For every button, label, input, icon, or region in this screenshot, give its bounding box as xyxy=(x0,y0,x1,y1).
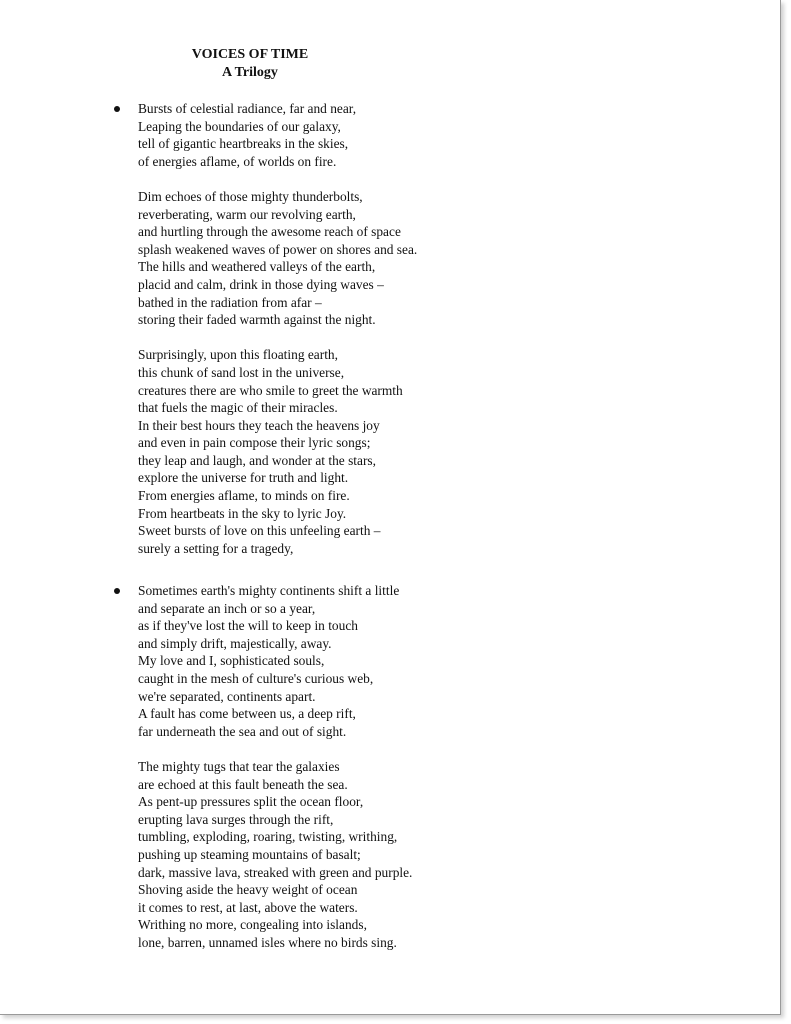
poem-line: splash weakened waves of power on shores and sea. xyxy=(138,241,418,257)
poem-title: VOICES OF TIME xyxy=(191,47,309,62)
poem-line: we're separated, continents apart. xyxy=(138,688,316,704)
poem-subtitle: A Trilogy xyxy=(222,65,278,80)
poem-line: From heartbeats in the sky to lyric Joy. xyxy=(138,505,347,521)
poem-line: far underneath the sea and out of sight. xyxy=(138,723,347,739)
poem-line: Writhing no more, congealing into islands, xyxy=(138,917,367,933)
poem-line: caught in the mesh of culture's curious web, xyxy=(138,670,374,686)
poem-line: Dim echoes of those mighty thunderbolts, xyxy=(138,188,363,204)
poem-line: Surprisingly, upon this floating earth, xyxy=(138,347,338,363)
poem-line: and even in pain compose their lyric songs; xyxy=(138,435,371,451)
title-block xyxy=(150,46,350,82)
poem-section-2 xyxy=(138,582,698,951)
poem-line: Shoving aside the heavy weight of ocean xyxy=(138,882,358,898)
poem-line: From energies aflame, to minds on fire. xyxy=(138,488,350,504)
poem-line: surely a setting for a tragedy, xyxy=(138,540,294,556)
poem-line: erupting lava surges through the rift, xyxy=(138,811,334,827)
poem-line: My love and I, sophisticated souls, xyxy=(138,653,325,669)
poem-line: creatures there are who smile to greet the warmth xyxy=(138,382,403,398)
poem-line: bathed in the radiation from afar – xyxy=(138,294,322,310)
stanza xyxy=(138,346,698,557)
poem-line: tell of gigantic heartbreaks in the skies, xyxy=(138,136,349,152)
poem-line: pushing up steaming mountains of basalt; xyxy=(138,846,361,862)
poem-line: and simply drift, majestically, away. xyxy=(138,635,332,651)
poem-line: tumbling, exploding, roaring, twisting, writhing, xyxy=(138,829,398,845)
poem-line: they leap and laugh, and wonder at the stars, xyxy=(138,452,376,468)
poem-line: placid and calm, drink in those dying waves – xyxy=(138,276,384,292)
poem-line: this chunk of sand lost in the universe, xyxy=(138,364,345,380)
poem-line: reverberating, warm our revolving earth, xyxy=(138,206,356,222)
poem-line: Sweet bursts of love on this unfeeling earth – xyxy=(138,523,381,539)
bullet-icon xyxy=(114,588,120,594)
stanza xyxy=(138,188,698,329)
poem-line: In their best hours they teach the heavens joy xyxy=(138,417,380,433)
stanza xyxy=(138,582,698,740)
poem-line: that fuels the magic of their miracles. xyxy=(138,400,338,416)
poem-line: as if they've lost the will to keep in touch xyxy=(138,618,358,634)
poem-line: The mighty tugs that tear the galaxies xyxy=(138,758,340,774)
poem-line: and separate an inch or so a year, xyxy=(138,600,316,616)
poem-line: A fault has come between us, a deep rift, xyxy=(138,706,356,722)
stanza xyxy=(138,758,698,952)
poem-line: are echoed at this fault beneath the sea. xyxy=(138,776,348,792)
poem-section-1 xyxy=(138,100,698,557)
poem-line: storing their faded warmth against the night. xyxy=(138,312,376,328)
poem-line: Sometimes earth's mighty continents shift a little xyxy=(138,583,400,598)
poem-line: and hurtling through the awesome reach of space xyxy=(138,224,401,240)
poem-line: As pent-up pressures split the ocean floor, xyxy=(138,794,364,810)
poem-line: dark, massive lava, streaked with green and purple. xyxy=(138,864,413,880)
poem-line: of energies aflame, of worlds on fire. xyxy=(138,153,337,169)
poem-line: The hills and weathered valleys of the earth, xyxy=(138,259,376,275)
poem-line: Leaping the boundaries of our galaxy, xyxy=(138,118,341,134)
stanza xyxy=(138,100,698,170)
bullet-icon xyxy=(114,106,120,112)
poem-line: lone, barren, unnamed isles where no birds sing. xyxy=(138,934,397,950)
poem-line: it comes to rest, at last, above the waters. xyxy=(138,899,358,915)
poem-line: Bursts of celestial radiance, far and near, xyxy=(138,101,357,116)
poem-line: explore the universe for truth and light. xyxy=(138,470,349,486)
